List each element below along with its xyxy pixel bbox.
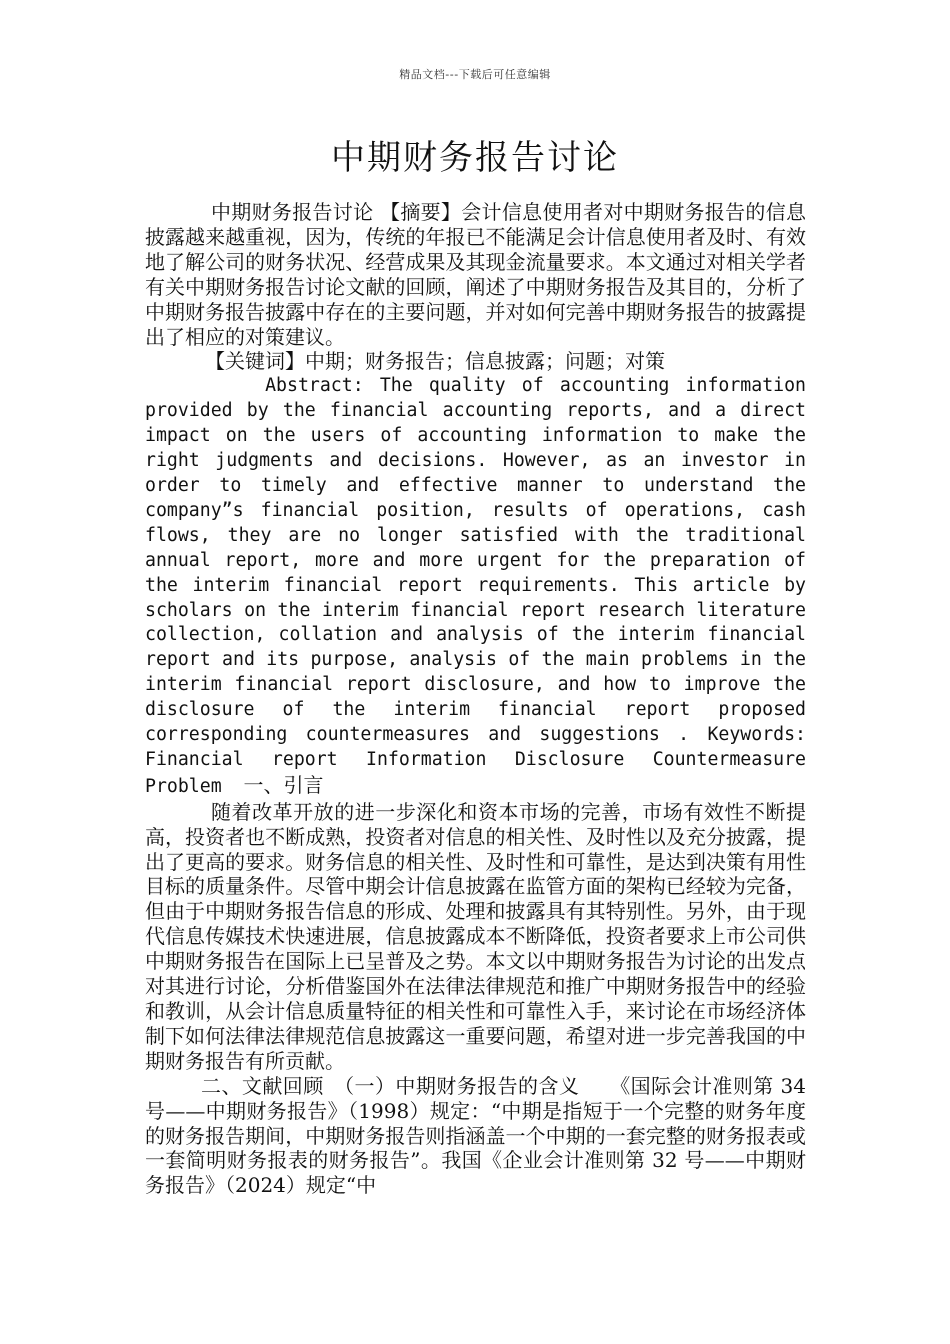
section2-paragraph: 二、文献回顾 （一）中期财务报告的含义 《国际会计准则第 34 号——中期财务报告》（1998）规定：“中期是指短于一个完整的财务年度的财务报告期间，中期财务报告则指涵盖一个中期的一套完整的财务报表或一套简明财务报表的财务报告”。我国《企业会计准则第 32 号——中期财务报告》（2024）规定“中 bbox=[145, 1073, 806, 1198]
document-body bbox=[145, 200, 806, 1198]
section1-heading: 一、引言 bbox=[243, 772, 324, 797]
abstract-en-paragraph bbox=[145, 374, 806, 799]
abstract-en-text: Abstract: The quality of accounting information provided by the financial accounting reports, and a direct impact on the users of accounting information to make the right judgments and decisions. However, as an investor in order to timely and effective manner to understand the company”s financial position, results of operations, cash flows, they are no longer satisfied with the traditional annual report, more and more urgent for the preparation of the interim financial report requirements. This article by scholars on the interim financial report research literature collection, collation and analysis of the interim financial report and its purpose, analysis of the main problems in the interim financial report disclosure, and how to improve the disclosure of the interim financial report proposed corresponding countermeasures and suggestions . Keywords: Financial report Information Disclosure Countermeasure Problem bbox=[145, 375, 806, 797]
document-title: 中期财务报告讨论 bbox=[331, 138, 619, 178]
abstract-cn-paragraph: 中期财务报告讨论 【摘要】会计信息使用者对中期财务报告的信息披露越来越重视，因为，传统的年报已不能满足会计信息使用者及时、有效地了解公司的财务状况、经营成果及其现金流量要求。本文通过对相关学者有关中期财务报告讨论文献的回顾，阐述了中期财务报告及其目的，分析了中期财务报告披露中存在的主要问题，并对如何完善中期财务报告的披露提出了相应的对策建议。 bbox=[145, 200, 806, 349]
keywords-cn-paragraph: 【关键词】中期；财务报告；信息披露；问题；对策 bbox=[205, 349, 665, 374]
header-note: 精品文档---下载后可任意编辑 bbox=[399, 68, 551, 81]
intro-paragraph: 随着改革开放的进一步深化和资本市场的完善，市场有效性不断提高，投资者也不断成熟，投资者对信息的相关性、及时性以及充分披露，提出了更高的要求。财务信息的相关性、及时性和可靠性，是达到决策有用性目标的质量条件。尽管中期会计信息披露在监管方面的架构已经较为完备，但由于中期财务报告信息的形成、处理和披露具有其特别性。另外，由于现代信息传媒技术快速进展，信息披露成本不断降低，投资者要求上市公司供中期财务报告在国际上已呈普及之势。本文以中期财务报告为讨论的出发点对其进行讨论，分析借鉴国外在法律法律规范和推广中期财务报告中的经验和教训，从会计信息质量特征的相关性和可靠性入手，来讨论在市场经济体制下如何法律法律规范信息披露这一重要问题，希望对进一步完善我国的中期财务报告有所贡献。 bbox=[145, 799, 806, 1073]
